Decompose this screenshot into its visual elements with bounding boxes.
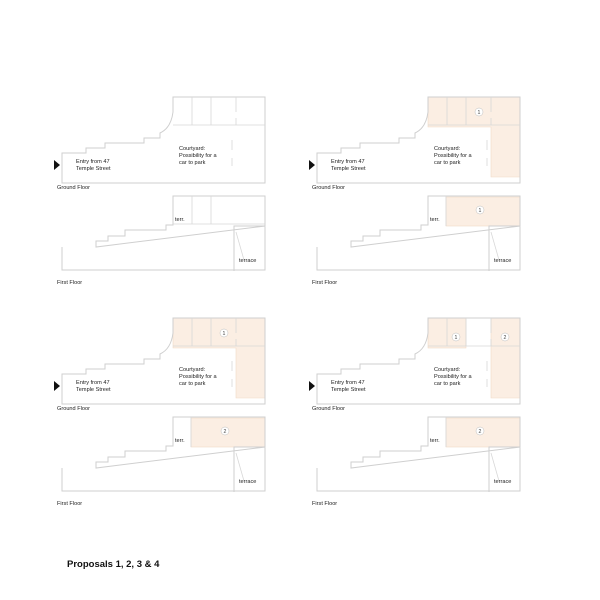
courtyard-label: Possibility for a (434, 153, 472, 159)
terrace-label: terrace (494, 258, 512, 264)
stair-line (491, 453, 499, 481)
stair-line (236, 453, 244, 481)
entry-arrow-icon (309, 381, 315, 391)
first-floor-label: First Floor (57, 280, 83, 286)
entry-arrow-icon (54, 381, 60, 391)
first-floor-label: First Floor (312, 501, 338, 507)
ground-floor-label: Ground Floor (312, 406, 345, 412)
terrace-label: terrace (494, 479, 512, 485)
courtyard-label: car to park (179, 160, 206, 166)
entry-label: Entry from 47 (331, 159, 365, 165)
ground-floor-label: Ground Floor (312, 185, 345, 191)
terr-label: terr. (430, 217, 440, 223)
zone-number: 2 (503, 335, 507, 341)
zone-number: 1 (478, 208, 482, 214)
entry-label: Entry from 47 (331, 380, 365, 386)
zone-number: 1 (477, 110, 481, 116)
entry-arrow-icon (309, 160, 315, 170)
ground-floor-label: Ground Floor (57, 185, 90, 191)
courtyard-label: car to park (434, 381, 461, 387)
first-floor-label: First Floor (57, 501, 83, 507)
terr-label: terr. (175, 217, 185, 223)
proposal-2 (309, 97, 520, 286)
courtyard-label: Courtyard: (179, 146, 206, 152)
ground-floor-rooms (173, 97, 265, 125)
entry-label: Temple Street (331, 387, 366, 393)
courtyard-label: Possibility for a (179, 153, 217, 159)
courtyard-label: Courtyard: (434, 367, 461, 373)
proposals-caption: Proposals 1, 2, 3 & 4 (67, 559, 160, 570)
courtyard-label: Courtyard: (434, 146, 461, 152)
entry-label: Entry from 47 (76, 380, 110, 386)
courtyard-label: Possibility for a (434, 374, 472, 380)
proposal-3 (54, 318, 265, 507)
entry-label: Temple Street (76, 166, 111, 172)
zone-number: 1 (222, 331, 226, 337)
zone-number: 2 (223, 429, 227, 435)
terr-label: terr. (430, 438, 440, 444)
courtyard-label: car to park (434, 160, 461, 166)
first-floor-outline (62, 196, 265, 271)
courtyard-label: Possibility for a (179, 374, 217, 380)
courtyard-label: car to park (179, 381, 206, 387)
proposal-1 (54, 97, 265, 286)
entry-arrow-icon (54, 160, 60, 170)
terr-label: terr. (175, 438, 185, 444)
ground-zone-2 (491, 318, 520, 398)
proposal-4 (309, 318, 520, 507)
first-floor-label: First Floor (312, 280, 338, 286)
entry-label: Entry from 47 (76, 159, 110, 165)
terrace-label: terrace (239, 258, 257, 264)
ground-floor-label: Ground Floor (57, 406, 90, 412)
terrace-label: terrace (239, 479, 257, 485)
entry-label: Temple Street (76, 387, 111, 393)
first-floor-rooms (173, 196, 265, 224)
zone-number: 1 (454, 335, 458, 341)
entry-label: Temple Street (331, 166, 366, 172)
stair-line (491, 232, 499, 260)
zone-number: 2 (478, 429, 482, 435)
courtyard-label: Courtyard: (179, 367, 206, 373)
stair-line (236, 232, 244, 260)
